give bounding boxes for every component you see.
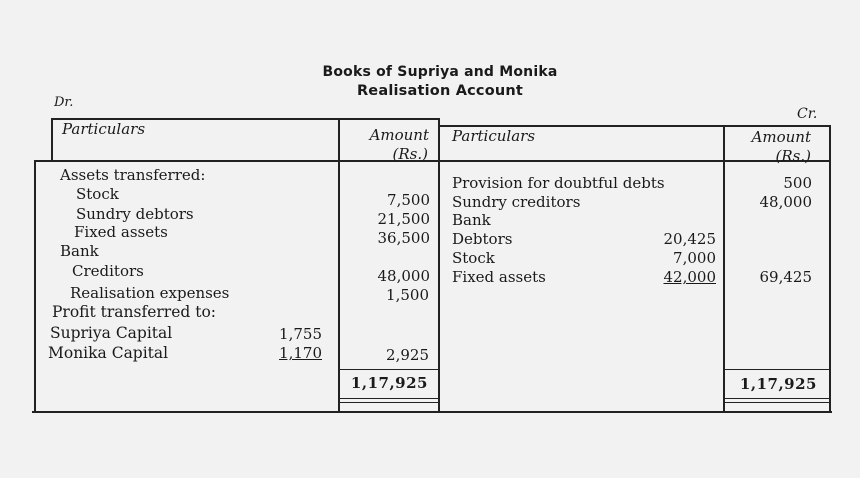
left-particulars-header: Particulars	[62, 120, 146, 138]
right-rs-header: (Rs.)	[775, 147, 811, 165]
right-total-rule-2	[724, 402, 830, 403]
profit-transferred-label: Profit transferred to:	[52, 303, 217, 321]
document-subtitle: Realisation Account	[356, 83, 524, 99]
credit-bank-label: Bank	[452, 211, 491, 229]
credit-stock-label: Stock	[452, 249, 495, 267]
left-total-rule-2	[339, 402, 439, 403]
stock-amount: 7,500	[387, 191, 430, 209]
creditors-label: Creditors	[72, 262, 144, 280]
monika-capital-label: Monika Capital	[48, 344, 169, 362]
left-total-rule-top	[339, 369, 439, 370]
right-amount-header: Amount	[751, 128, 811, 146]
document-title: Books of Supriya and Monika	[322, 64, 558, 80]
credit-total: 1,17,925	[739, 375, 817, 393]
fixed-assets-label: Fixed assets	[74, 223, 168, 241]
left-total-rule-1	[339, 398, 439, 399]
debit-total: 1,17,925	[350, 374, 428, 392]
debtors-realised: 20,425	[663, 230, 716, 248]
fixed-assets-realised: 42,000	[663, 268, 716, 286]
cr-label: Cr.	[797, 106, 818, 122]
right-total-rule-1	[724, 398, 830, 399]
supriya-capital-label: Supriya Capital	[50, 324, 173, 342]
header-separator	[34, 160, 830, 162]
left-amount-header: Amount	[369, 126, 429, 144]
bank-label: Bank	[60, 242, 99, 260]
sundry-debtors-amount: 21,500	[377, 210, 430, 228]
credit-fixed-assets-label: Fixed assets	[452, 268, 546, 286]
sundry-creditors-amount: 48,000	[759, 193, 812, 211]
sundry-debtors-label: Sundry debtors	[76, 205, 194, 223]
bank-amount: 69,425	[759, 268, 812, 286]
fixed-assets-amount: 36,500	[377, 229, 430, 247]
provision-amount: 500	[783, 174, 812, 192]
profit-amount: 2,925	[386, 346, 429, 364]
left-border	[34, 160, 36, 412]
dr-label: Dr.	[54, 95, 74, 110]
stock-realised: 7,000	[673, 249, 716, 267]
monika-capital-share: 1,170	[279, 344, 322, 362]
right-total-rule-top	[724, 369, 830, 370]
creditors-amount: 48,000	[377, 267, 430, 285]
debtors-label: Debtors	[452, 230, 513, 248]
left-border-header	[51, 118, 53, 160]
right-particulars-header: Particulars	[452, 127, 536, 145]
stock-label: Stock	[76, 185, 119, 203]
center-divider	[438, 118, 440, 412]
assets-transferred-label: Assets transferred:	[60, 166, 206, 184]
realisation-expenses-label: Realisation expenses	[70, 284, 230, 302]
realisation-expenses-amount: 1,500	[386, 286, 429, 304]
sundry-creditors-label: Sundry creditors	[452, 193, 581, 211]
left-rs-header: (Rs.)	[392, 145, 428, 163]
bottom-border	[32, 411, 832, 413]
supriya-capital-share: 1,755	[279, 325, 322, 343]
provision-label: Provision for doubtful debts	[452, 174, 665, 192]
